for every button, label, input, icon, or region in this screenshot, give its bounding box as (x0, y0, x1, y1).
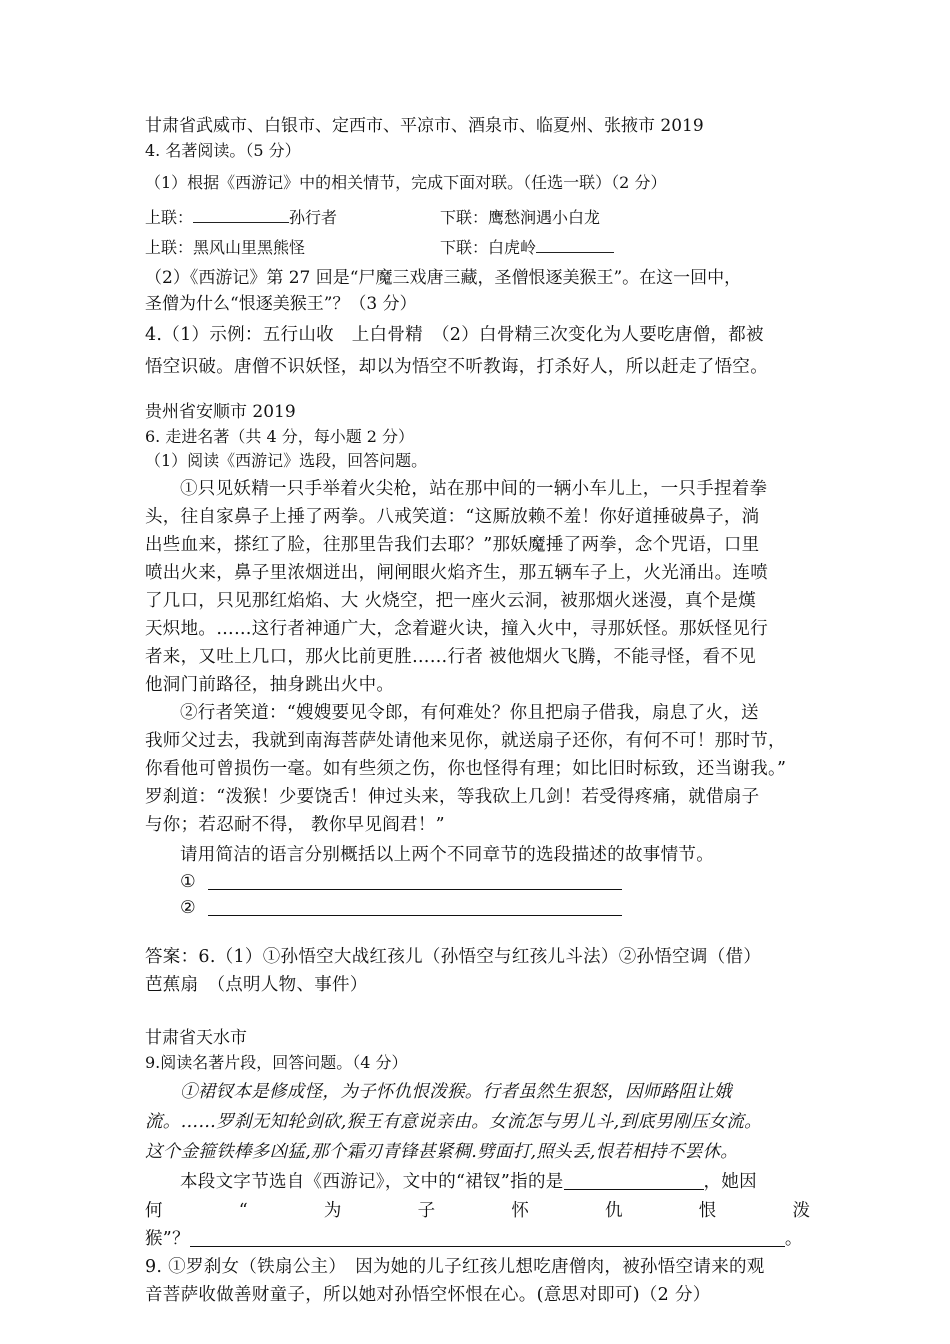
question-text: 请用简洁的语言分别概括以上两个不同章节的选段描述的故事情节。 (180, 845, 714, 865)
question-text: 本段文字节选自《西游记》，文中的“裙钗”指的是 ，她因 (180, 1172, 757, 1192)
question-text: 猴”？ 。 (145, 1229, 803, 1249)
passage-line: 罗刹道：“泼猴！少要饶舌！伸过头来，等我砍上几剑！若受得疼痛，就借扇子 (145, 787, 760, 807)
answer-blank (564, 1171, 704, 1190)
passage-line: 我师父过去，我就到南海菩萨处请他来见你，就送扇子还你，有何不可！那时节， (145, 731, 786, 751)
document-page (145, 113, 810, 1309)
answer-line: ① (145, 869, 810, 895)
question-text-justified: 何 “ 为 子 怀 仇 恨 泼 (145, 1201, 810, 1221)
passage-line: 你看他可曾损伤一毫。如有些须之伤，你也怪得有理；如比旧时标致，还当谢我。” (145, 759, 787, 779)
question-title: 4. 名著阅读。（5 分） (145, 141, 301, 160)
answer-blank (536, 235, 614, 253)
passage-line: 与你；若忍耐不得， 教你早见阎君！” (145, 815, 445, 835)
couplet-up: 上联：黑风山里黑熊怪 (145, 238, 306, 257)
answer-line: ② (145, 895, 810, 921)
answer-text: 悟空识破。唐僧不识妖怪，却以为悟空不听教诲，打杀好人，所以赶走了悟空。 (145, 357, 768, 377)
passage-line: 天炽地。……这行者神通广大，念着避火诀，撞入火中，寻那妖怪。那妖怪见行 (145, 619, 768, 639)
passage-line: 者来，又吐上几口，那火比前更胜……行者 被他烟火飞腾，不能寻怪，看不见 (145, 647, 757, 667)
answer-text: 4.（1）示例：五行山收 上白骨精 （2）白骨精三次变化为人要吃唐僧，都被 (145, 325, 764, 345)
answer-blank (208, 897, 622, 916)
passage-line: ①只见妖精一只手举着火尖枪，站在那中间的一辆小车儿上，一只手捏着拳 (180, 479, 768, 499)
couplet-up: 上联： 孙行者 (145, 203, 440, 233)
question-text: （1）阅读《西游记》选段，回答问题。 (145, 451, 428, 470)
answer-text: 音菩萨收做善财童子，所以她对孙悟空怀恨在心。(意思对即可)（2 分） (145, 1285, 711, 1305)
passage-line: ②行者笑道：“嫂嫂要见令郎，有何难处？你且把扇子借我，扇息了火，送 (180, 703, 759, 723)
passage-line: 了几口，只见那红焰焰、大 火烧空，把一座火云洞，被那烟火迷漫，真个是熯 (145, 591, 757, 611)
passage-line: 出些血来，搽红了脸，往那里告我们去耶？”那妖魔捶了两拳，念个咒语，口里 (145, 535, 760, 555)
section-header: 甘肃省天水市 (145, 1028, 247, 1048)
poem-line: 流。……罗刹无知轮剑砍,猴王有意说亲由。女流怎与男儿斗,到底男刚压女流。 (145, 1112, 762, 1132)
answer-text: 芭蕉扇 （点明人物、事件） (145, 975, 368, 995)
poem-line: 这个金箍铁棒多凶猛,那个霜刃青锋甚紧稠.劈面打,照头丢,恨若相持不罢休。 (145, 1142, 739, 1162)
section-header: 贵州省安顺市 2019 (145, 402, 296, 422)
couplet-down: 下联：鹰愁涧遇小白龙 (440, 208, 601, 227)
answer-blank (208, 871, 622, 890)
passage-line: 喷出火来，鼻子里浓烟迸出，闸闸眼火焰齐生，那五辆车子上，火光涌出。连喷 (145, 563, 768, 583)
question-text: 圣僧为什么“恨逐美猴王”？（3 分） (145, 294, 417, 314)
answer-text: 9. ①罗刹女（铁扇公主） 因为她的儿子红孩儿想吃唐僧肉，被孙悟空请来的观 (145, 1257, 765, 1277)
answer-blank (193, 205, 289, 223)
poem-line: ①裙钗本是修成怪，为子怀仇恨泼猴。行者虽然生狠怒，因师路阻让娥 (180, 1082, 732, 1102)
question-title: 9.阅读名著片段，回答问题。（4 分） (145, 1053, 408, 1072)
answer-blank (190, 1228, 785, 1247)
section-header: 甘肃省武威市、白银市、定西市、平凉市、酒泉市、临夏州、张掖市 2019 (145, 116, 704, 136)
couplet-row (145, 233, 810, 263)
question-text: （2）《西游记》第 27 回是“尸魔三戏唐三藏，圣僧恨逐美猴王”。在这一回中， (145, 268, 742, 288)
couplet-row (145, 203, 810, 233)
passage-line: 头，往自家鼻子上捶了两拳。八戒笑道：“这厮放赖不羞！你好道捶破鼻子，淌 (145, 507, 760, 527)
question-title: 6. 走进名著（共 4 分，每小题 2 分） (145, 427, 415, 446)
couplet-down: 下联：白虎岭 (440, 233, 614, 263)
question-text: （1）根据《西游记》中的相关情节，完成下面对联。（任选一联）（2 分） (145, 173, 667, 192)
answer-text: 答案：6.（1）①孙悟空大战红孩儿（孙悟空与红孩儿斗法）②孙悟空调（借） (145, 947, 762, 967)
passage-line: 他洞门前路径，抽身跳出火中。 (145, 675, 395, 695)
